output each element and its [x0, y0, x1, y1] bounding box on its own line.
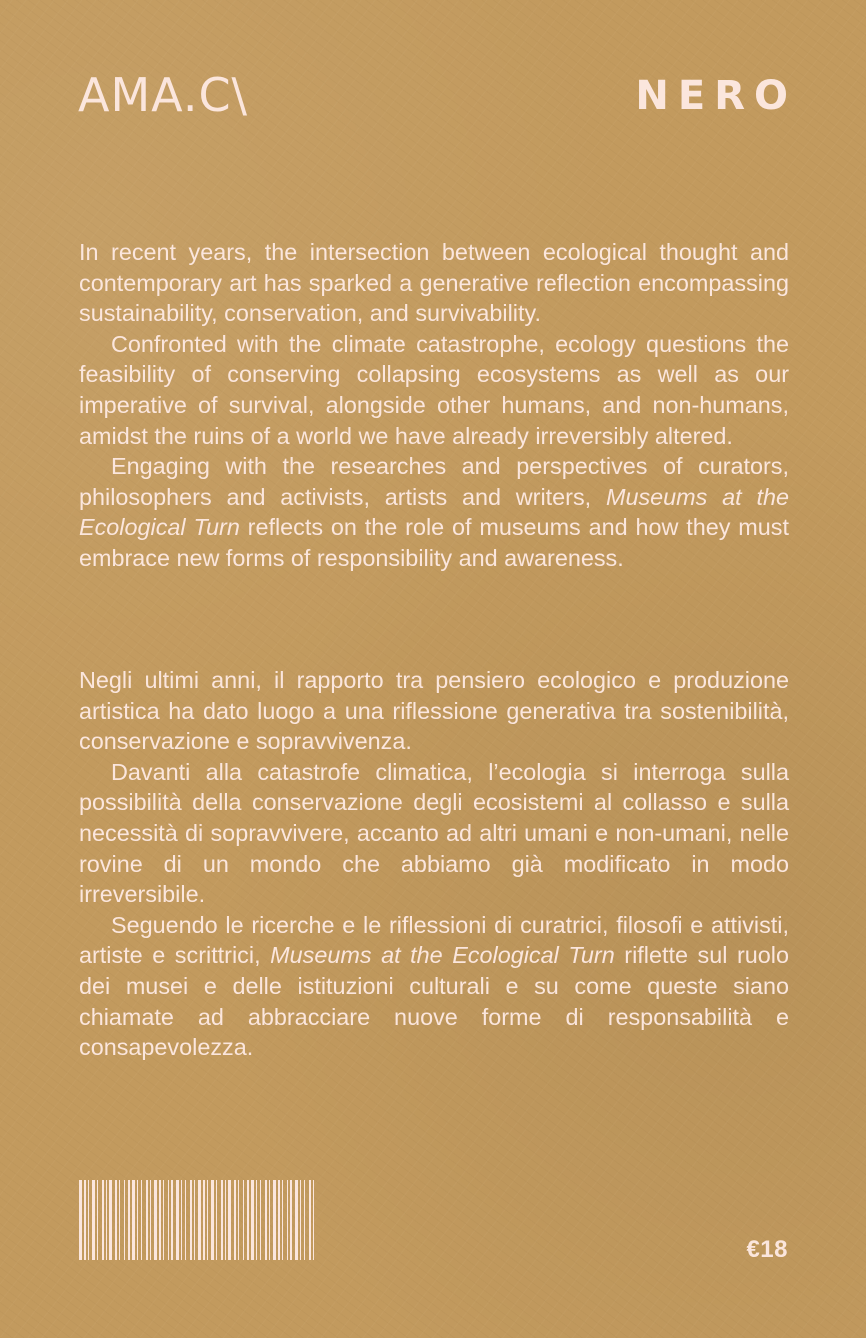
- barcode-bar: [304, 1180, 305, 1260]
- barcode-bar: [154, 1180, 157, 1260]
- barcode-bar: [251, 1180, 254, 1260]
- barcode-bar: [171, 1180, 173, 1260]
- barcode-bar: [119, 1180, 120, 1260]
- barcode-bar: [216, 1180, 217, 1260]
- barcode-bar: [132, 1180, 135, 1260]
- barcode-bar: [185, 1180, 186, 1260]
- price-label: €18: [746, 1236, 788, 1263]
- barcode-bar: [163, 1180, 164, 1260]
- barcode-bar: [207, 1180, 208, 1260]
- barcode-bar: [146, 1180, 148, 1260]
- barcode-bar: [256, 1180, 257, 1260]
- italian-paragraph-3-start: Seguendo le ricerche e le riflessioni di curatrici, filosofi e attivisti, artiste e scrittrici,: [79, 911, 789, 969]
- barcode-bar: [290, 1180, 292, 1260]
- barcode-bar: [106, 1180, 107, 1260]
- barcode-bar: [265, 1180, 267, 1260]
- barcode-bar: [238, 1180, 239, 1260]
- barcode-bar: [313, 1180, 314, 1260]
- barcode-bar: [97, 1180, 98, 1260]
- barcode-bar: [84, 1180, 86, 1260]
- barcode-bar: [109, 1180, 112, 1260]
- barcode-bar: [92, 1180, 95, 1260]
- english-paragraph-1: In recent years, the intersection between ecological thought and contemporary art has sparked a generative reflection encompassing sustainability, conservation, and survivability.: [79, 239, 789, 327]
- barcode-bar: [287, 1180, 288, 1260]
- italian-book-title: Museums at the Ecological Turn: [270, 942, 615, 969]
- barcode-bar: [102, 1180, 104, 1260]
- barcode-bar: [181, 1180, 182, 1260]
- barcode-bar: [269, 1180, 270, 1260]
- barcode-bar: [194, 1180, 195, 1260]
- barcode-bar: [88, 1180, 89, 1260]
- barcode-bar: [278, 1180, 280, 1260]
- barcode-bar: [282, 1180, 283, 1260]
- publisher-logo: AMA.C\: [78, 68, 249, 122]
- barcode-bar: [211, 1180, 214, 1260]
- english-book-title: Museums at the Ecological Turn: [79, 483, 789, 541]
- barcode-bar: [273, 1180, 276, 1260]
- series-logo: NERO: [635, 73, 797, 119]
- barcode-bar: [300, 1180, 301, 1260]
- barcode-bar: [203, 1180, 205, 1260]
- barcode-bar: [79, 1180, 82, 1260]
- english-blurb: [79, 237, 789, 574]
- english-paragraph-2: Confronted with the climate catastrophe, ecology questions the feasibility of conserving collapsing ecosystems as well as our imperative of survival, alongside other humans, and non-humans, amidst the ruins of a world we have already irreversibly altered.: [79, 330, 789, 449]
- english-paragraph-3-end: reflects on the role of museums and how they must embrace new forms of responsibility and awareness.: [79, 514, 789, 571]
- barcode-bar: [159, 1180, 161, 1260]
- barcode-bar: [228, 1180, 231, 1260]
- barcode-bar: [124, 1180, 125, 1260]
- italian-paragraph-2: Davanti alla catastrofe climatica, l’ecologia si interroga sulla possibilità della conservazione degli ecosistemi al collasso e sulla necessità di sopravvivere, accanto ad altri umani e non-umani, nelle rovine di un mondo che abbiamo già modificato in modo irreversibile.: [79, 758, 789, 908]
- barcode-bar: [128, 1180, 130, 1260]
- english-paragraph-3: [79, 451, 789, 573]
- italian-paragraph-1: Negli ultimi anni, il rapporto tra pensiero ecologico e produzione artistica ha dato luogo a una riflessione generativa tra sostenibilità, conservazione e sopravvivenza.: [79, 667, 789, 755]
- barcode-bar: [309, 1180, 311, 1260]
- barcode-bar: [225, 1180, 226, 1260]
- barcode-bar: [115, 1180, 117, 1260]
- barcode-bar: [137, 1180, 138, 1260]
- barcode-icon: [79, 1180, 315, 1260]
- barcode-bar: [198, 1180, 201, 1260]
- barcode-bar: [141, 1180, 142, 1260]
- english-paragraph-3-start: Engaging with the researches and perspectives of curators, philosophers and activists, artists and writers,: [79, 453, 789, 510]
- barcode-bar: [247, 1180, 249, 1260]
- italian-paragraph-3: [79, 910, 789, 1063]
- italian-blurb: [79, 665, 789, 1063]
- barcode-bar: [168, 1180, 169, 1260]
- barcode-bar: [234, 1180, 236, 1260]
- barcode-bar: [221, 1180, 223, 1260]
- barcode-bar: [295, 1180, 298, 1260]
- italian-paragraph-3-end: riflette sul ruolo dei musei e delle istituzioni culturali e su come queste siano chiamate ad abbracciare nuove forme di responsabilità e consapevolezza.: [79, 942, 790, 1061]
- barcode-bar: [150, 1180, 151, 1260]
- barcode-bar: [176, 1180, 179, 1260]
- barcode-bar: [243, 1180, 244, 1260]
- barcode-bar: [260, 1180, 261, 1260]
- barcode-bar: [190, 1180, 192, 1260]
